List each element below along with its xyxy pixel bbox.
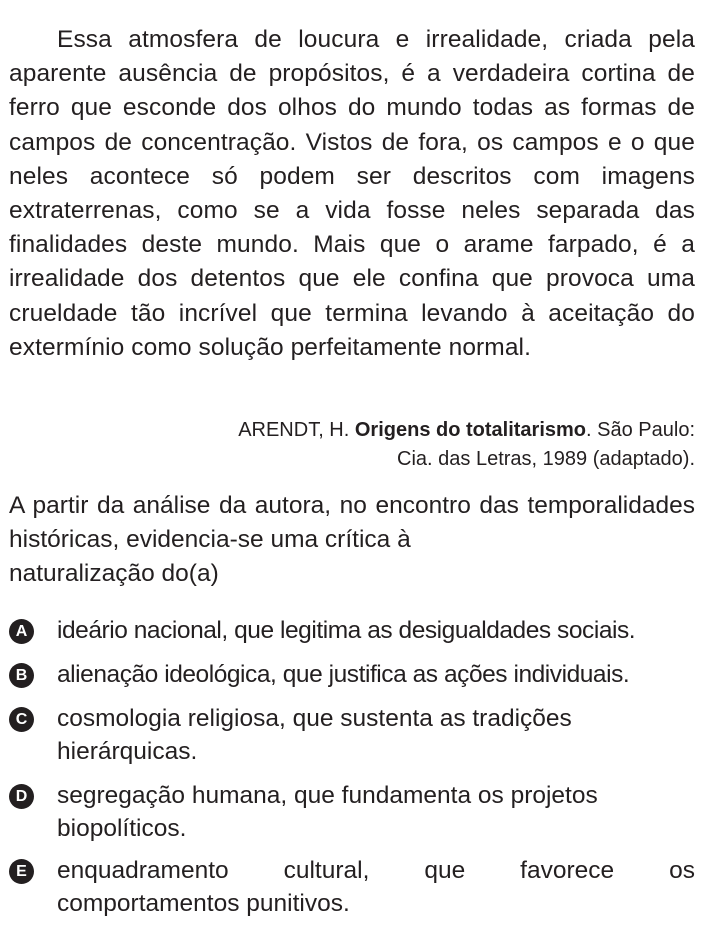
passage-text [9,23,695,365]
passage-line: pela aparente ausência de propósitos, é a verdadeira [9,26,695,88]
passage-line: Mais que o arame farpado, é a irrealidade dos detentos [9,231,695,293]
question-line: temporalidades históricas, evidencia-se uma crítica à [9,492,695,553]
passage-line: fora, os campos e o que neles acontece só podem ser [9,128,695,190]
question-line: A partir da análise da autora, no encontro das [9,492,519,519]
option-line: alienação ideológica, que justifica as ações individuais. [57,661,630,688]
option-text [57,614,695,647]
passage-line: que ele confina que provoca uma crueldade tão incrível [9,265,695,327]
option-letter-badge: C [9,707,34,732]
citation-author: ARENDT, H. [238,419,355,441]
passage-line: solução perfeitamente normal. [198,333,531,361]
passage-line: cortina de ferro que esconde dos olhos do mundo [9,60,695,122]
option-line: ideário nacional, que legitima as desigualdades sociais. [57,617,636,644]
option-text [57,658,695,691]
option-line: cosmologia religiosa, que sustenta as tradições [57,705,572,732]
citation-details: Cia. das Letras, 1989 (adaptado). [397,447,695,470]
option-letter-badge: D [9,784,34,809]
question-stem [9,489,695,591]
option-line: biopolíticos. [57,815,187,842]
option-line: hierárquicas. [57,738,198,765]
option-line: segregação humana, que fundamenta os projetos [57,782,598,809]
option-letter-badge: A [9,619,34,644]
option-line: enquadramento cultural, que favorece os [57,857,695,884]
passage-line: descritos com imagens extraterrenas, como se a vida [9,162,695,225]
option-letter-badge: E [9,859,34,884]
option-text [57,779,695,845]
option-text [57,854,695,920]
citation-title: Origens do totalitarismo [354,419,587,441]
source-citation [135,416,695,473]
passage-line: que termina levando à aceitação do extermínio como [9,299,695,361]
passage-line: Essa atmosfera de loucura e irrealidade, criada [57,26,632,53]
question-line: naturalização do(a) [9,560,219,587]
passage-line: fosse neles separada das finalidades deste mundo. [9,197,695,259]
option-line: comportamentos punitivos. [57,890,350,917]
citation-publisher: . São Paulo: [586,419,695,441]
option-text [57,702,695,768]
option-letter-badge: B [9,663,34,688]
passage-line: todas as formas de campos de concentração. Vistos de [9,94,695,156]
